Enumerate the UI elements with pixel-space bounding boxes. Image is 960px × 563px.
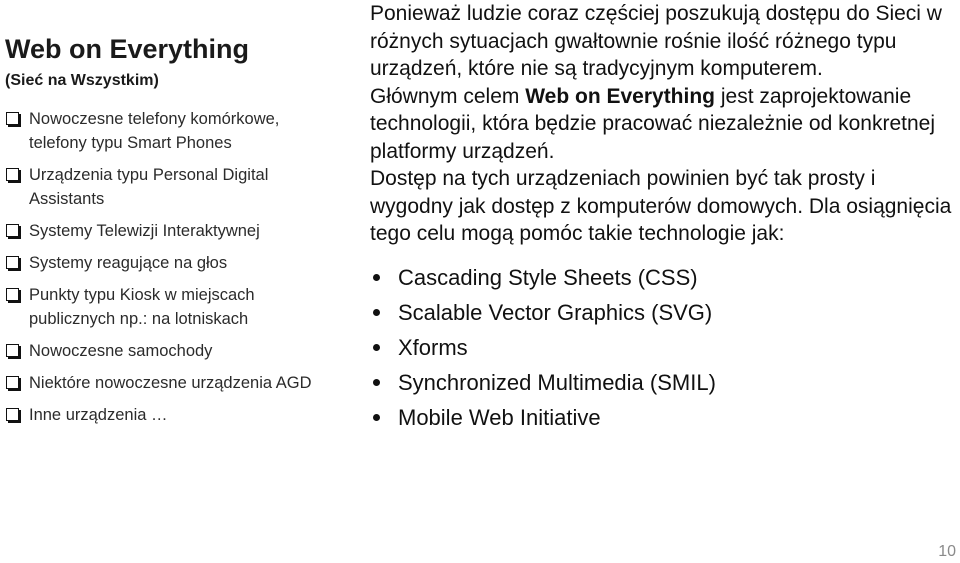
paragraph-goal-end: jest zaprojektowanie technologii, która będzie pracować niezależnie od konkretnej platformy urządzeń. [370, 84, 936, 163]
device-list-item-label: Inne urządzenia … [29, 406, 168, 424]
main-content [370, 0, 955, 435]
technology-label: Mobile Web Initiative [398, 404, 601, 430]
slide-title: Web on Everything [5, 34, 250, 64]
checkbox-icon [6, 224, 19, 237]
device-list-item-label: Systemy reagujące na głos [29, 254, 228, 272]
technology-label: Scalable Vector Graphics (SVG) [398, 299, 713, 325]
checkbox-icon [6, 408, 19, 421]
checkbox-icon [6, 376, 19, 389]
device-list-item [5, 163, 340, 211]
checkbox-icon [6, 344, 19, 357]
device-list-item [5, 371, 340, 395]
technology-list [370, 260, 955, 435]
technology-label: Cascading Style Sheets (CSS) [398, 264, 698, 290]
device-list-item-label: Urządzenia typu Personal Digital Assistants [29, 166, 269, 208]
device-list-item-label: Niektóre nowoczesne urządzenia AGD [29, 374, 312, 392]
bullet-icon [373, 344, 380, 351]
bullet-icon [373, 274, 380, 281]
checkbox-icon [6, 288, 19, 301]
paragraph-goal-highlight: Web on Everything [525, 84, 716, 108]
device-list-item-label: Punkty typu Kiosk w miejscach publicznych np.: na lotniskach [29, 286, 255, 328]
technology-list-item [370, 260, 955, 295]
page-number: 10 [938, 543, 956, 560]
technology-label: Synchronized Multimedia (SMIL) [398, 369, 716, 395]
paragraph-intro: Ponieważ ludzie coraz częściej poszukują dostępu do Sieci w różnych sytuacjach gwałtownie rośnie ilość różnego typu urządzeń, które nie są tradycyjnym komputerem. [370, 2, 942, 80]
bullet-icon [373, 309, 380, 316]
technology-list-item [370, 365, 955, 400]
bullet-icon [373, 414, 380, 421]
checkbox-icon [6, 112, 19, 125]
device-list-item [5, 251, 340, 275]
bullet-icon [373, 379, 380, 386]
paragraph-access: Dostęp na tych urządzeniach powinien być tak prosty i wygodny jak dostęp z komputerów domowych. Dla osiągnięcia tego celu mogą pomóc takie technologie jak: [370, 167, 952, 245]
device-list-item-label: Systemy Telewizji Interaktywnej [29, 222, 260, 240]
technology-list-item [370, 330, 955, 365]
device-list-item [5, 339, 340, 363]
checkbox-icon [6, 168, 19, 181]
checkbox-icon [6, 256, 19, 269]
device-list [5, 107, 340, 435]
device-list-item [5, 107, 340, 155]
device-list-item-label: Nowoczesne telefony komórkowe, telefony typu Smart Phones [29, 110, 280, 152]
device-list-item-label: Nowoczesne samochody [29, 342, 213, 360]
technology-label: Xforms [398, 334, 468, 360]
paragraph-goal-start: Głównym celem [370, 84, 526, 108]
device-list-item [5, 283, 340, 331]
paragraph-goal [370, 83, 955, 166]
technology-list-item [370, 400, 955, 435]
device-list-item [5, 219, 340, 243]
slide-subtitle: (Sieć na Wszystkim) [5, 72, 159, 89]
technology-list-item [370, 295, 955, 330]
device-list-item [5, 403, 340, 427]
